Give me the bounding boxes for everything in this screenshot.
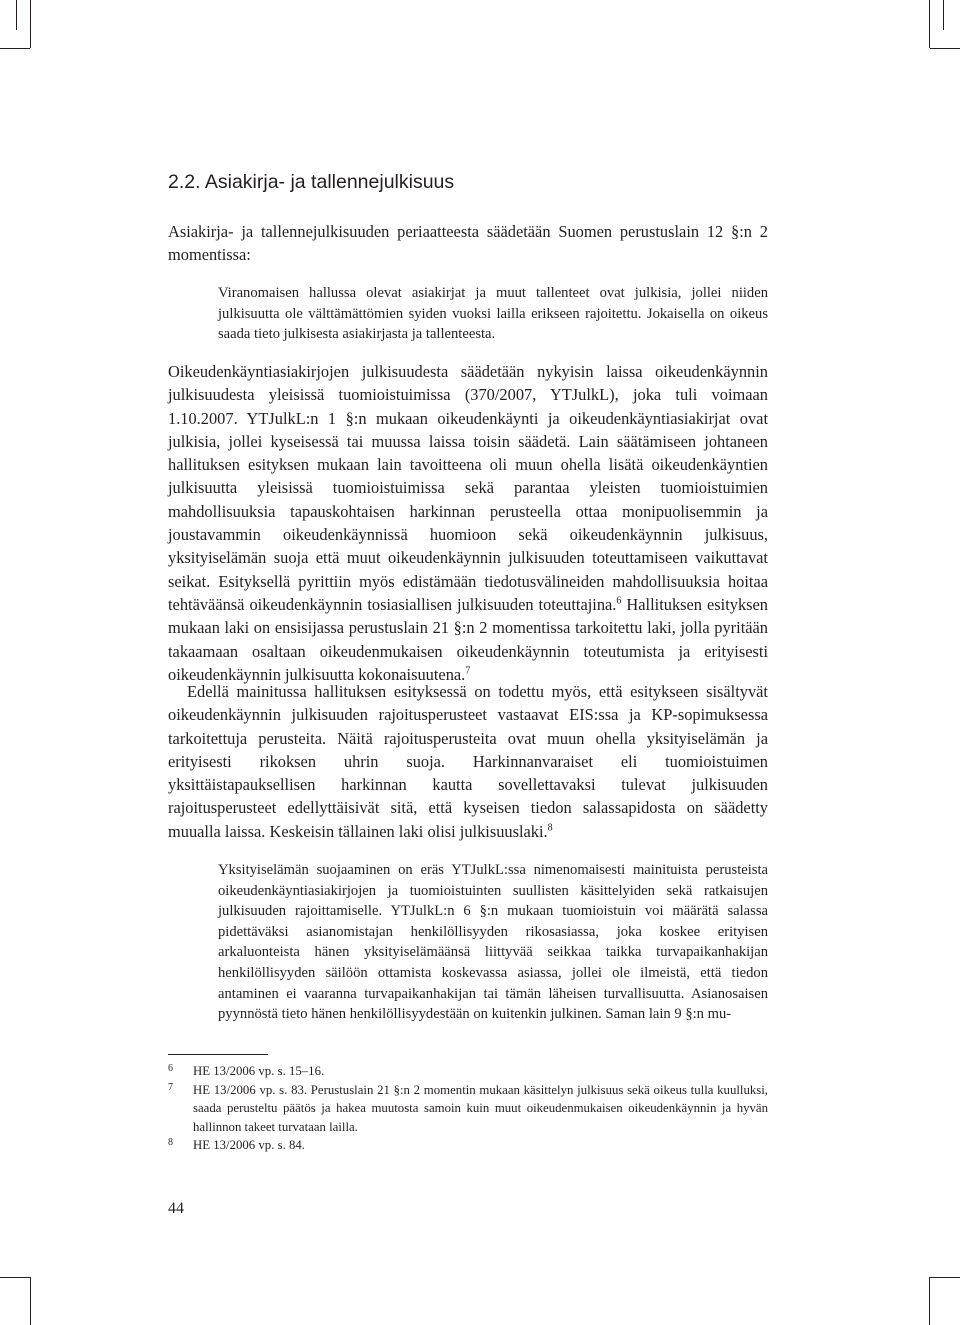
footnote-text: HE 13/2006 vp. s. 83. Perustuslain 21 §:n 2 momentin mukaan käsittelyn julkisuus sekä oikeus tulla kuulluksi, saada perusteltu päätös ja hakea muutosta samoin kuin muut oikeudenmukaisen oikeudenkäynnin ja hyvän hallinnon takeet turvataan lailla.: [193, 1082, 768, 1134]
footnote-ref-8[interactable]: 8: [547, 822, 553, 834]
crop-mark-bottom-right-v: [929, 1277, 930, 1325]
section-heading: 2.2. Asiakirja- ja tallennejulkisuus: [168, 171, 455, 193]
footnote-8: [168, 1136, 768, 1155]
main-paragraph-text-b: Hallituksen esityksen mukaan laki on ensisijassa perustuslain 21 §:n 2 momentissa tarkoitettu laki, jolla pyritään takaamaan osaltaan oikeudenmukaisen oikeudenkäynnin toteutumista ja erityisesti oikeudenkäynnin julkisuutta kokonaisuutena.: [168, 594, 769, 684]
crop-mark-top-left-h: [0, 48, 30, 49]
main-paragraph: [168, 360, 768, 686]
crop-mark-top-left-v: [30, 0, 31, 48]
footnote-number: 8: [168, 1137, 173, 1149]
page-number: 44: [168, 1200, 184, 1217]
footnote-ref-7[interactable]: 7: [465, 665, 471, 677]
second-paragraph-text: Edellä mainitussa hallituksen esityksessä on todettu myös, että esitykseen sisältyvät oikeudenkäynnin julkisuuden rajoitusperusteet vastaavat EIS:ssa ja KP-sopimuksessa tarkoitettuja perusteita. Näitä rajoitusperusteita ovat muun ohella yksityiselämän ja erityisesti rikoksen uhrin suoja. Harkinnanvaraiset eli tuomioistuimen yksittäistapauksellisen harkinnan kautta sovellettavaksi tulevat julkisuuden rajoitusperusteet edellyttäisivät sitä, että kyseisen tiedon salassapidosta on säädetty muualla laissa. Keskeisin tällainen laki olisi julkisuuslaki.: [168, 682, 768, 841]
crop-mark-top-right-v: [929, 0, 930, 48]
main-paragraph-text-a: Oikeudenkäyntiasiakirjojen julkisuudesta säädetään nykyisin laissa oikeudenkäynnin julkisuudesta yleisissä tuomioistuimissa (370/2007, YTJulkL), joka tuli voimaan 1.10.2007. YTJulkL:n 1 §:n mukaan oikeudenkäynti ja oikeudenkäyntiasiakirjat ovat julkisia, jollei kyseisessä tai muussa laissa toisin säädetä. Lain säätämiseen johtaneen hallituksen esityksen mukaan lain tavoitteena oli muun ohella lisätä oikeudenkäyntien julkisuutta yleisissä tuomioistuimissa sekä parantaa yleisten tuomioistuimien mahdollisuuksia tapauskohtaisen harkinnan perusteella ottaa monipuolisemmin ja joustavammin oikeudenkäynnissä huomioon sekä oikeudenkäynnin julkisuus, yksityiselämän suoja että muut oikeudenkäynnin julkisuuden toteuttamiseen vaikuttavat seikat. Esityksellä pyrittiin myös edistämään tiedotusvälineiden mahdollisuuksia hoitaa tehtäväänsä oikeudenkäynnin tosiasiallisen julkisuuden toteuttajina.: [168, 362, 768, 614]
footnote-7: [168, 1081, 768, 1137]
footnote-ref-6[interactable]: 6: [616, 595, 622, 607]
crop-mark-bottom-left-h: [0, 1277, 30, 1278]
footnotes: [168, 1062, 768, 1155]
footnote-divider: [168, 1054, 268, 1055]
crop-mark-top-right-v2: [943, 0, 944, 30]
second-paragraph: [168, 680, 768, 843]
intro-paragraph: Asiakirja- ja tallennejulkisuuden periaatteesta säädetään Suomen perustuslain 12 §:n 2 momentissa:: [168, 222, 768, 265]
crop-mark-top-left-v2: [16, 0, 17, 30]
privacy-block-quote: Yksityiselämän suojaaminen on eräs YTJulkL:ssa nimenomaisesti mainituista perusteista oikeudenkäyntiasiakirjojen ja tuomioistuinten suullisten käsittelyiden sekä ratkaisujen julkisuuden rajoittamiselle. YTJulkL:n 6 §:n mukaan tuomioistuin voi määrätä salassa pidettäväksi asianomistajan henkilöllisyyden rikosasiassa, joka koskee erityisen arkaluonteista hänen yksityiselämäänsä liittyvää seikkaa taikka turvapaikanhakijan henkilöllisyyden säilöön ottamista koskevassa asiassa, jollei ole ilmeistä, että tiedon antaminen ei vaaranna turvapaikanhakijan tai tämän läheisen turvallisuutta. Asianosaisen pyynnöstä tieto hänen henkilöllisyydestään on kuitenkin julkinen. Saman lain 9 §:n mu-: [218, 862, 768, 1023]
crop-mark-bottom-right-h: [930, 1277, 960, 1278]
constitution-quote: Viranomaisen hallussa olevat asiakirjat ja muut tallenteet ovat julkisia, jollei niiden julkisuutta ole välttämättömien syiden vuoksi lailla erikseen rajoitettu. Jokaisella on oikeus saada tieto julkisesta asiakirjasta ja tallenteesta.: [218, 285, 768, 343]
footnote-number: 7: [168, 1081, 173, 1093]
footnote-text: HE 13/2006 vp. s. 84.: [193, 1138, 305, 1153]
footnote-6: [168, 1062, 768, 1081]
footnote-number: 6: [168, 1063, 173, 1074]
footnote-text: HE 13/2006 vp. s. 15–16.: [193, 1064, 325, 1078]
crop-mark-top-right-h: [930, 48, 960, 49]
crop-mark-bottom-left-v: [30, 1277, 31, 1325]
